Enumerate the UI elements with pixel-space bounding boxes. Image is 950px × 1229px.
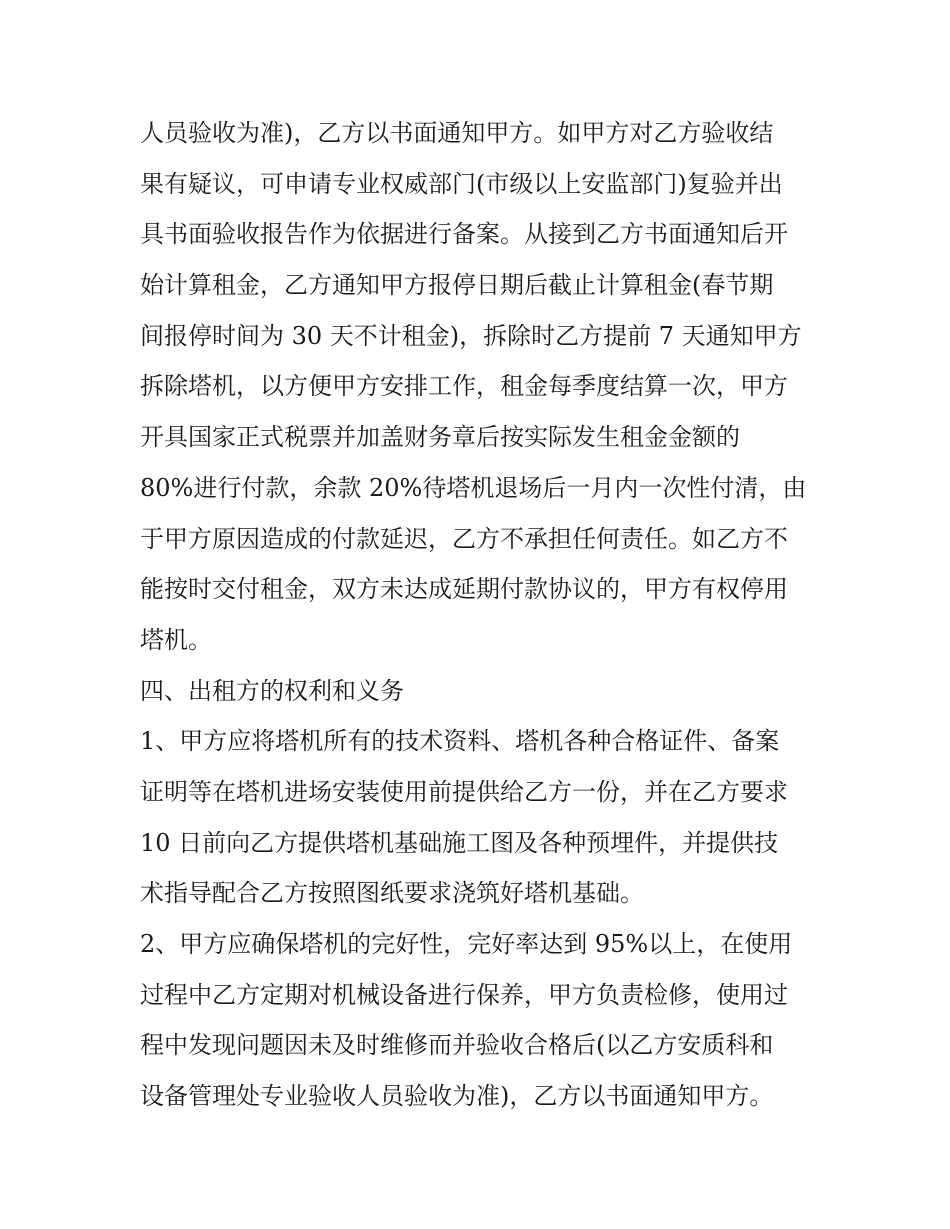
text-line: 开具国家正式税票并加盖财务章后按实际发生租金金额的 (140, 423, 740, 452)
text-line: 术指导配合乙方按照图纸要求浇筑好塔机基础。 (140, 879, 644, 908)
text-line: 于甲方原因造成的付款延迟，乙方不承担任何责任。如乙方不 (140, 524, 788, 553)
text-line: 能按时交付租金，双方未达成延期付款协议的，甲方有权停用 (140, 575, 788, 604)
text-line: 过程中乙方定期对机械设备进行保养，甲方负责检修，使用过 (140, 980, 788, 1009)
text-line: 人员验收为准)，乙方以书面通知甲方。如甲方对乙方验收结 (140, 119, 774, 147)
text-line: 程中发现问题因未及时维修而并验收合格后(以乙方安质科和 (140, 1031, 774, 1060)
text-line: 塔机。 (140, 625, 212, 654)
text-line: 80%进行付款，余款 20%待塔机退场后一月内一次性付清，由 (140, 473, 807, 502)
text-line: 2、甲方应确保塔机的完好性，完好率达到 95%以上，在使用 (140, 930, 793, 958)
text-line: 始计算租金，乙方通知甲方报停日期后截止计算租金(春节期 (140, 271, 774, 300)
text-line: 果有疑议，可申请专业权威部门(市级以上安监部门)复验并出 (140, 169, 783, 198)
text-line: 证明等在塔机进场安装使用前提供给乙方一份，并在乙方要求 (140, 777, 788, 806)
text-line: 设备管理处专业验收人员验收为准)，乙方以书面通知甲方。 (140, 1082, 774, 1111)
text-line: 10 日前向乙方提供塔机基础施工图及各种预埋件，并提供技 (140, 828, 779, 857)
text-line: 拆除塔机，以方便甲方安排工作，租金每季度结算一次，甲方 (140, 372, 788, 401)
section-heading: 四、出租方的权利和义务 (140, 676, 404, 705)
text-line: 间报停时间为 30 天不计租金)，拆除时乙方提前 7 天通知甲方 (140, 321, 802, 350)
text-line: 1、甲方应将塔机所有的技术资料、塔机各种合格证件、备案 (140, 727, 780, 756)
document-body (140, 108, 820, 1122)
text-line: 具书面验收报告作为依据进行备案。从接到乙方书面通知后开 (140, 220, 788, 249)
